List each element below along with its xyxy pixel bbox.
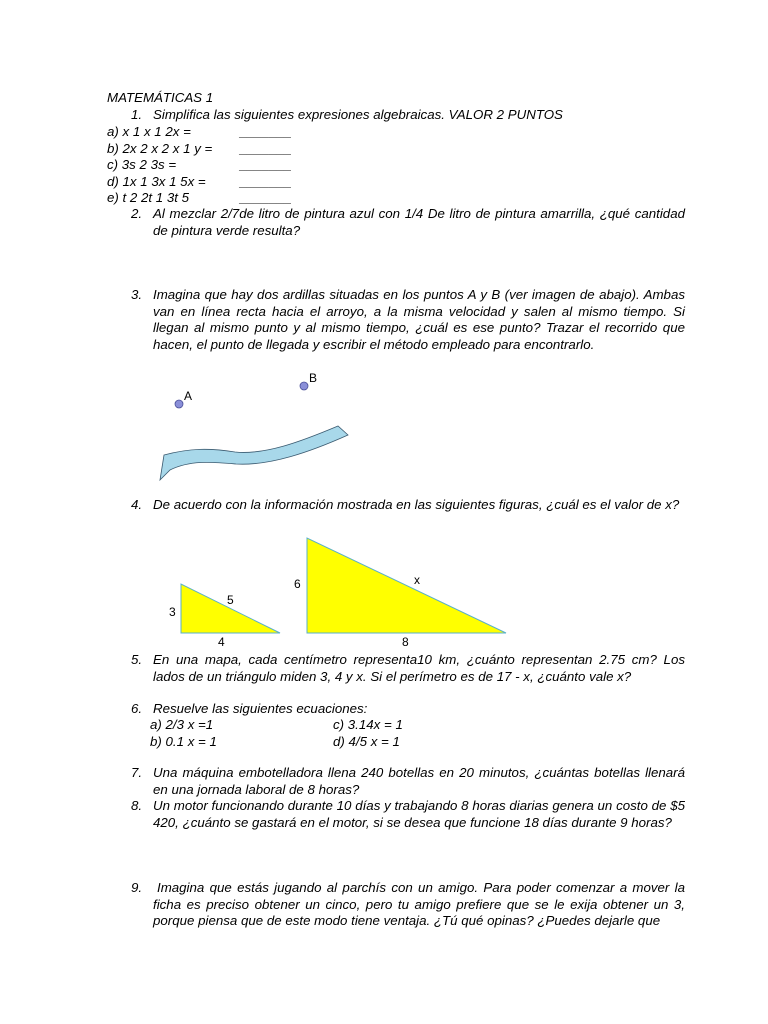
q1-item-c: c) 3s 2 3s = bbox=[107, 157, 177, 172]
question-2-number: 2. bbox=[131, 206, 143, 221]
question-8-number: 8. bbox=[131, 798, 143, 813]
q1-item-b: b) 2x 2 x 2 x 1 y = bbox=[107, 141, 213, 156]
q1-blank-e: _______ bbox=[240, 190, 292, 205]
question-3-text: Imagina que hay dos ardillas situadas en los puntos A y B (ver imagen de abajo). Ambas van en línea recta hacia el arroyo, a la misma velocidad y salen al mismo tiempo. Si llegan al mismo punto y al mismo tiempo, ¿cuál es ese punto? Trazar el recorrido que hacen, el punto de llegada y escribir el método empleado para encontrarlo. bbox=[153, 287, 685, 352]
equation-c: c) 3.14x = 1 bbox=[333, 717, 403, 732]
question-6-text: Resuelve las siguientes ecuaciones: bbox=[153, 701, 368, 716]
question-5-number: 5. bbox=[131, 652, 143, 667]
question-3-number: 3. bbox=[131, 287, 143, 302]
q1-item-a: a) x 1 x 1 2x = bbox=[107, 124, 191, 139]
q1-blank-c: _______ bbox=[240, 157, 292, 172]
equation-d: d) 4/5 x = 1 bbox=[333, 734, 400, 749]
q1-blank-d: _______ bbox=[240, 174, 292, 189]
small-triangle-hyp-label: 5 bbox=[227, 593, 234, 607]
equation-a: a) 2/3 x =1 bbox=[150, 717, 214, 732]
question-1-text: Simplifica las siguientes expresiones algebraicas. VALOR 2 PUNTOS bbox=[153, 107, 563, 122]
question-6-number: 6. bbox=[131, 701, 143, 716]
question-4-number: 4. bbox=[131, 497, 143, 512]
big-triangle-side-label: 6 bbox=[294, 577, 301, 591]
q1-blank-a: _______ bbox=[240, 124, 292, 139]
page-title: MATEMÁTICAS 1 bbox=[107, 90, 214, 105]
small-triangle-side-label: 3 bbox=[169, 605, 176, 619]
small-triangle bbox=[181, 584, 280, 633]
point-a-label: A bbox=[184, 389, 193, 403]
question-2-text: Al mezclar 2/7de litro de pintura azul con 1/4 De litro de pintura amarrilla, ¿qué cantidad de pintura verde resulta? bbox=[153, 206, 685, 238]
question-5-text: En una mapa, cada centímetro representa10 km, ¿cuánto representan 2.75 cm? Los lados de un triángulo miden 3, 4 y x. Si el perímetro es de 17 - x, ¿cuánto vale x? bbox=[153, 652, 685, 684]
q1-blank-b: _______ bbox=[240, 141, 292, 156]
question-9-text: Imagina que estás jugando al parchís con un amigo. Para poder comenzar a mover la ficha es preciso obtener un cinco, pero tu amigo prefiere que se le exija obtener un 3, porque piensa que de este modo tiene ventaja. ¿Tú qué opinas? ¿Puedes dejarle que bbox=[153, 880, 685, 928]
q1-item-e: e) t 2 2t 1 3t 5 bbox=[107, 190, 190, 205]
small-triangle-base-label: 4 bbox=[218, 635, 225, 649]
question-4-text: De acuerdo con la información mostrada en las siguientes figuras, ¿cuál es el valor de x? bbox=[153, 497, 680, 512]
big-triangle bbox=[307, 538, 506, 633]
big-triangle-base-label: 8 bbox=[402, 635, 409, 649]
question-9-number: 9. bbox=[131, 880, 143, 895]
question-7-number: 7. bbox=[131, 765, 143, 780]
q1-item-d: d) 1x 1 3x 1 5x = bbox=[107, 174, 206, 189]
question-8-text: Un motor funcionando durante 10 días y trabajando 8 horas diarias genera un costo de $5 420, ¿cuánto se gastará en el motor, si se desea que funcione 18 días durante 9 horas? bbox=[153, 798, 685, 830]
question-7-text: Una máquina embotelladora llena 240 botellas en 20 minutos, ¿cuántas botellas llenará en una jornada laboral de 8 horas? bbox=[153, 765, 685, 797]
equation-b: b) 0.1 x = 1 bbox=[150, 734, 217, 749]
big-triangle-hyp-label: x bbox=[414, 573, 420, 587]
point-b-label: B bbox=[309, 371, 318, 385]
question-1-number: 1. bbox=[131, 107, 143, 122]
